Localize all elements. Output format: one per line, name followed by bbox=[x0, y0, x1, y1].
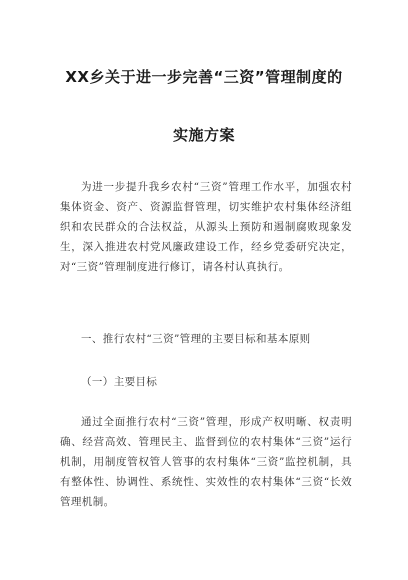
subsection-heading: （一）主要目标 bbox=[81, 376, 158, 388]
objective-paragraph: 通过全面推行农村“三资”管理，形成产权明晰、权责明确、经营高效、管理民主、监督到位的农村集体“三资”运行机制，用制度管权管人管事的农村集体“三资”监控机制，具有整体性、协调性、系统性、实效性的农村集体“三资“长效管理机制。 bbox=[60, 416, 352, 508]
document-title-line-1: XX乡关于进一步完善“三资”管理制度的 bbox=[65, 68, 343, 86]
section-heading: 一、推行农村“三资”管理的主要目标和基本原则 bbox=[81, 333, 311, 345]
document-title-line-2: 实施方案 bbox=[172, 126, 235, 144]
intro-paragraph: 为进一步提升我乡农村“三资”管理工作水平，加强农村集体资金、资产、资源监督管理，切实维护农村集体经济组织和农民群众的合法权益，从源头上预防和遏制腐败现象发生，深入推进农村党风廉政建设工作，经乡党委研究决定，对“三资”管理制度进行修订，请各村认真执行。 bbox=[60, 181, 352, 273]
